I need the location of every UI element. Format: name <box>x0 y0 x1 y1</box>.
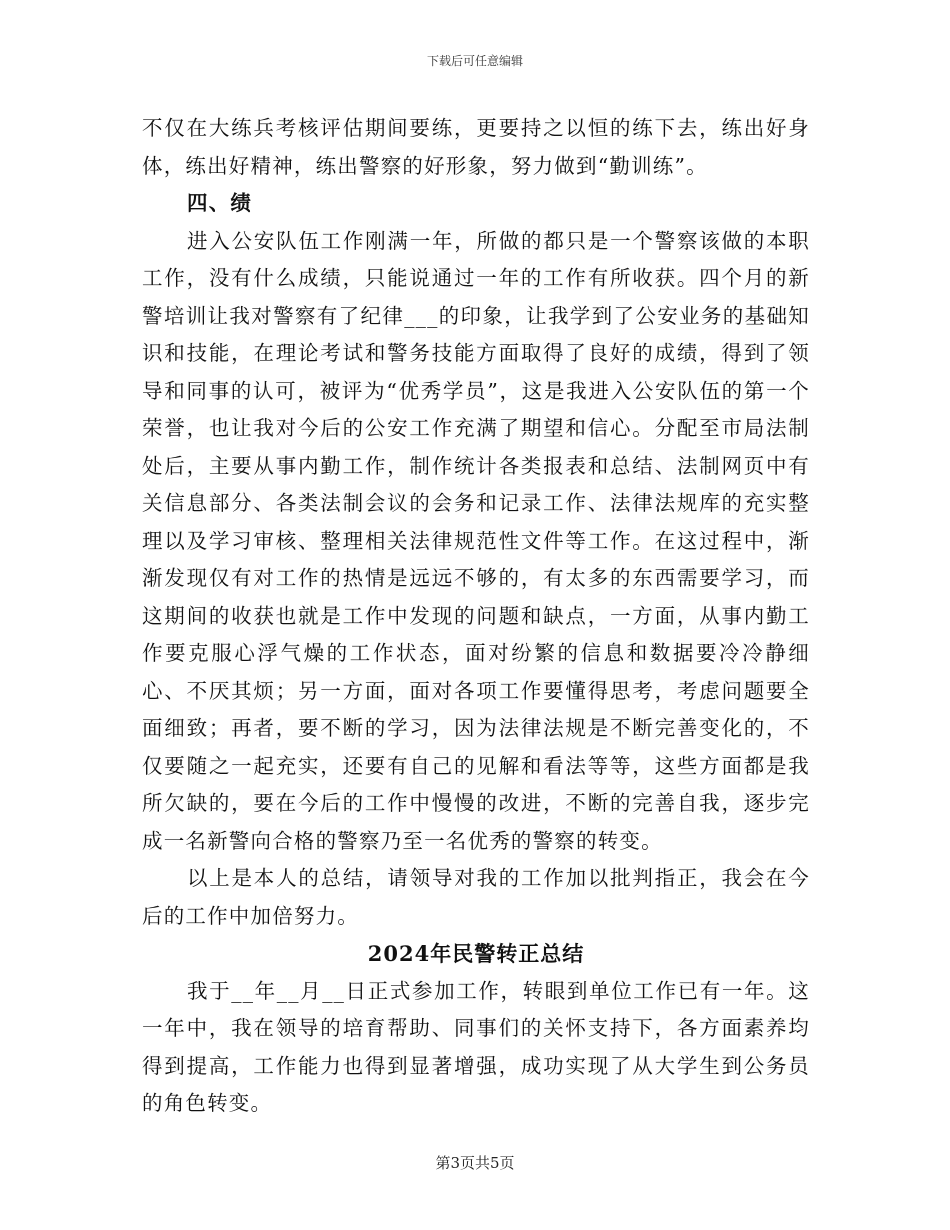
paragraph-closing: 以上是本人的总结，请领导对我的工作加以批判指正，我会在今后的工作中加倍努力。 <box>142 866 810 928</box>
document-title: 2024年民警转正总结 <box>367 941 585 966</box>
page-number: 第3页共5页 <box>435 1154 515 1172</box>
paragraph-continued: 不仅在大练兵考核评估期间要练，更要持之以恒的练下去，练出好身体，练出好精神，练出警察的好形象，努力做到“勤训练”。 <box>142 116 810 178</box>
document-body <box>142 110 810 1123</box>
paragraph-intro: 我于__年__月__日正式参加工作，转眼到单位工作已有一年。这一年中，我在领导的培育帮助、同事们的关怀支持下，各方面素养均得到提高，工作能力也得到显著增强，成功实现了从大学生到公务员的角色转变。 <box>142 978 810 1115</box>
paragraph-achievements: 进入公安队伍工作刚满一年，所做的都只是一个警察该做的本职工作，没有什么成绩，只能说通过一年的工作有所收获。四个月的新警培训让我对警察有了纪律___的印象，让我学到了公安业务的基础知识和技能，在理论考试和警务技能方面取得了良好的成绩，得到了领导和同事的认可，被评为“优秀学员”，这是我进入公安队伍的第一个荣誉，也让我对今后的公安工作充满了期望和信心。分配至市局法制处后，主要从事内勤工作，制作统计各类报表和总结、法制网页中有关信息部分、各类法制会议的会务和记录工作、法律法规库的充实整理以及学习审核、整理相关法律规范性文件等工作。在这过程中，渐渐发现仅有对工作的热情是远远不够的，有太多的东西需要学习，而这期间的收获也就是工作中发现的问题和缺点，一方面，从事内勤工作要克服心浮气燥的工作状态，面对纷繁的信息和数据要冷冷静细心、不厌其烦；另一方面，面对各项工作要懂得思考，考虑问题要全面细致；再者，要不断的学习，因为法律法规是不断完善变化的，不仅要随之一起充实，还要有自己的见解和看法等等，这些方面都是我所欠缺的，要在今后的工作中慢慢的改进，不断的完善自我，逐步完成一名新警向合格的警察乃至一名优秀的警察的转变。 <box>142 228 810 853</box>
section-heading: 四、绩 <box>187 191 253 215</box>
page-header: 下载后可任意编辑 <box>426 54 523 68</box>
